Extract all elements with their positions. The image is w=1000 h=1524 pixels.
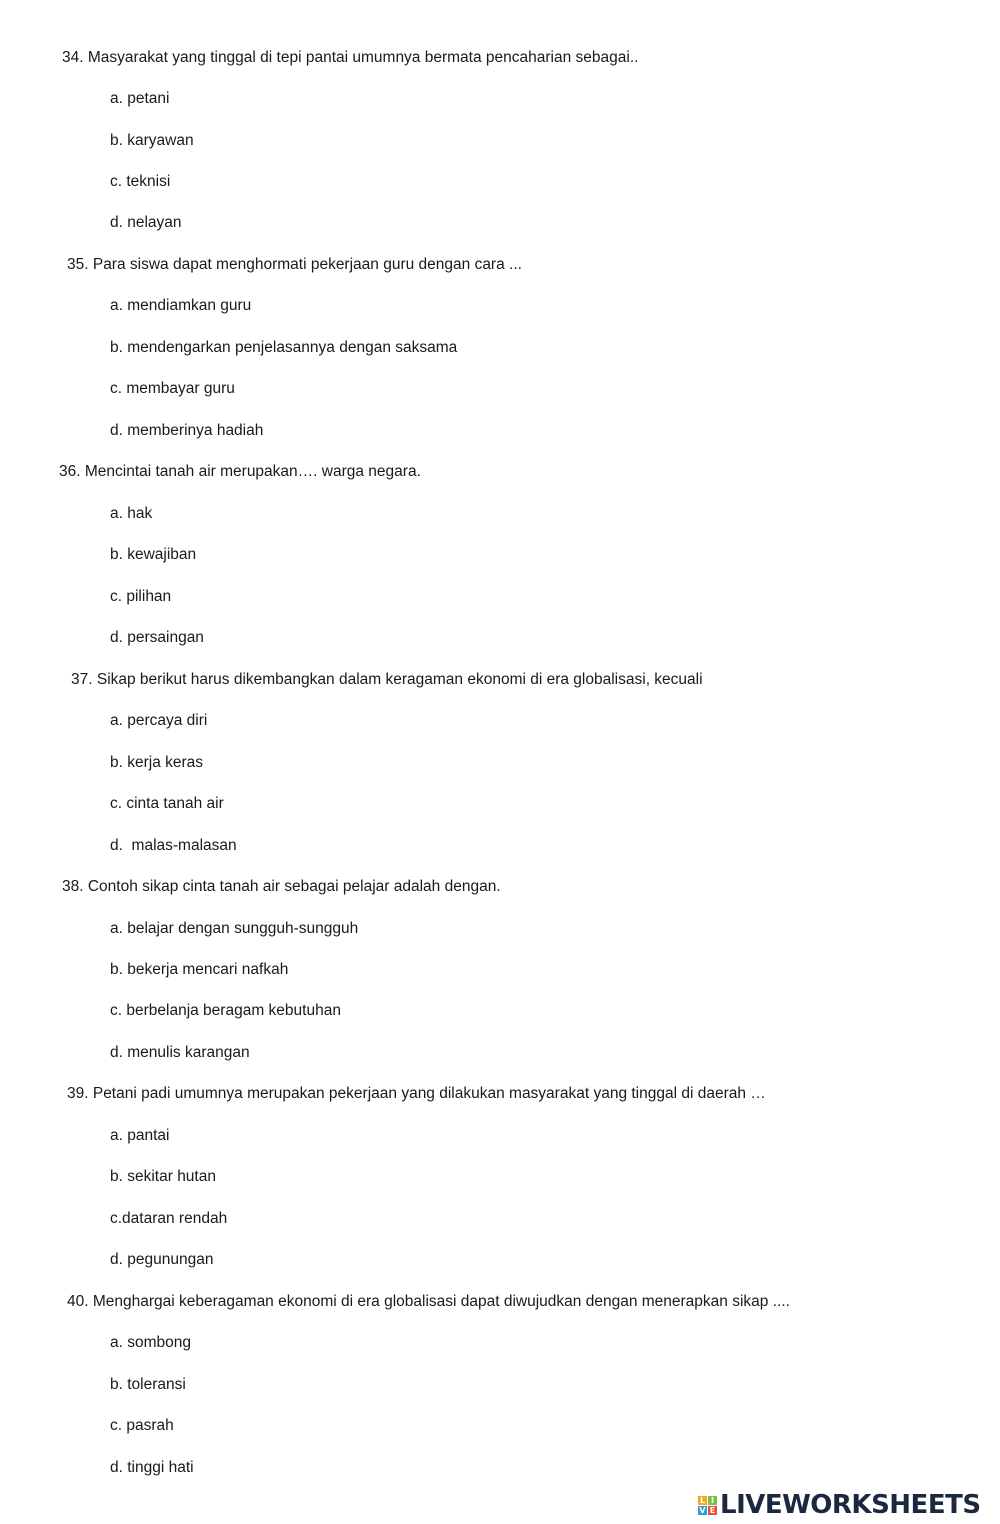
liveworksheets-logo-icon <box>698 1496 717 1515</box>
option-34-a: a. petani <box>110 90 170 107</box>
option-37-c: c. cinta tanah air <box>110 795 224 812</box>
option-39-b: b. sekitar hutan <box>110 1168 216 1185</box>
option-36-a: a. hak <box>110 505 153 522</box>
option-35-c: c. membayar guru <box>110 380 235 397</box>
option-37-d: d. malas-malasan <box>110 837 237 854</box>
option-35-b: b. mendengarkan penjelasannya dengan saksama <box>110 339 458 356</box>
option-40-a: a. sombong <box>110 1334 191 1351</box>
option-38-c: c. berbelanja beragam kebutuhan <box>110 1002 341 1019</box>
logo-mark-letter: L <box>699 1495 706 1505</box>
option-38-b: b. bekerja mencari nafkah <box>110 961 289 978</box>
liveworksheets-logo-text: LIVEWORKSHEETS <box>720 1490 981 1520</box>
option-34-c: c. teknisi <box>110 173 171 190</box>
option-40-d: d. tinggi hati <box>110 1459 194 1476</box>
liveworksheets-logo <box>698 1491 981 1519</box>
logo-mark-letter: I <box>708 1496 717 1505</box>
option-40-c: c. pasrah <box>110 1417 174 1434</box>
question-34: 34. Masyarakat yang tinggal di tepi pantai umumnya bermata pencaharian sebagai.. <box>62 49 639 66</box>
option-36-d: d. persaingan <box>110 629 204 646</box>
question-40: 40. Menghargai keberagaman ekonomi di era globalisasi dapat diwujudkan dengan menerapkan sikap .... <box>67 1293 790 1310</box>
question-39: 39. Petani padi umumnya merupakan pekerjaan yang dilakukan masyarakat yang tinggal di daerah … <box>67 1085 766 1102</box>
question-37: 37. Sikap berikut harus dikembangkan dalam keragaman ekonomi di era globalisasi, kecuali <box>71 671 703 688</box>
option-38-a: a. belajar dengan sungguh-sungguh <box>110 920 359 937</box>
option-38-d: d. menulis karangan <box>110 1044 250 1061</box>
option-39-d: d. pegunungan <box>110 1251 214 1268</box>
option-40-b: b. toleransi <box>110 1376 186 1393</box>
option-35-a: a. mendiamkan guru <box>110 297 252 314</box>
logo-mark-letter: E <box>709 1505 716 1515</box>
option-39-c: c.dataran rendah <box>110 1210 228 1227</box>
question-36: 36. Mencintai tanah air merupakan…. warga negara. <box>59 463 421 480</box>
question-35: 35. Para siswa dapat menghormati pekerjaan guru dengan cara ... <box>67 256 522 273</box>
option-35-d: d. memberinya hadiah <box>110 422 264 439</box>
option-36-c: c. pilihan <box>110 588 172 605</box>
option-39-a: a. pantai <box>110 1127 170 1144</box>
option-36-b: b. kewajiban <box>110 546 197 563</box>
option-37-a: a. percaya diri <box>110 712 208 729</box>
logo-mark-letter: V <box>699 1505 706 1515</box>
option-34-b: b. karyawan <box>110 132 194 149</box>
option-34-d: d. nelayan <box>110 214 182 231</box>
option-37-b: b. kerja keras <box>110 754 204 771</box>
question-38: 38. Contoh sikap cinta tanah air sebagai pelajar adalah dengan. <box>62 878 501 895</box>
